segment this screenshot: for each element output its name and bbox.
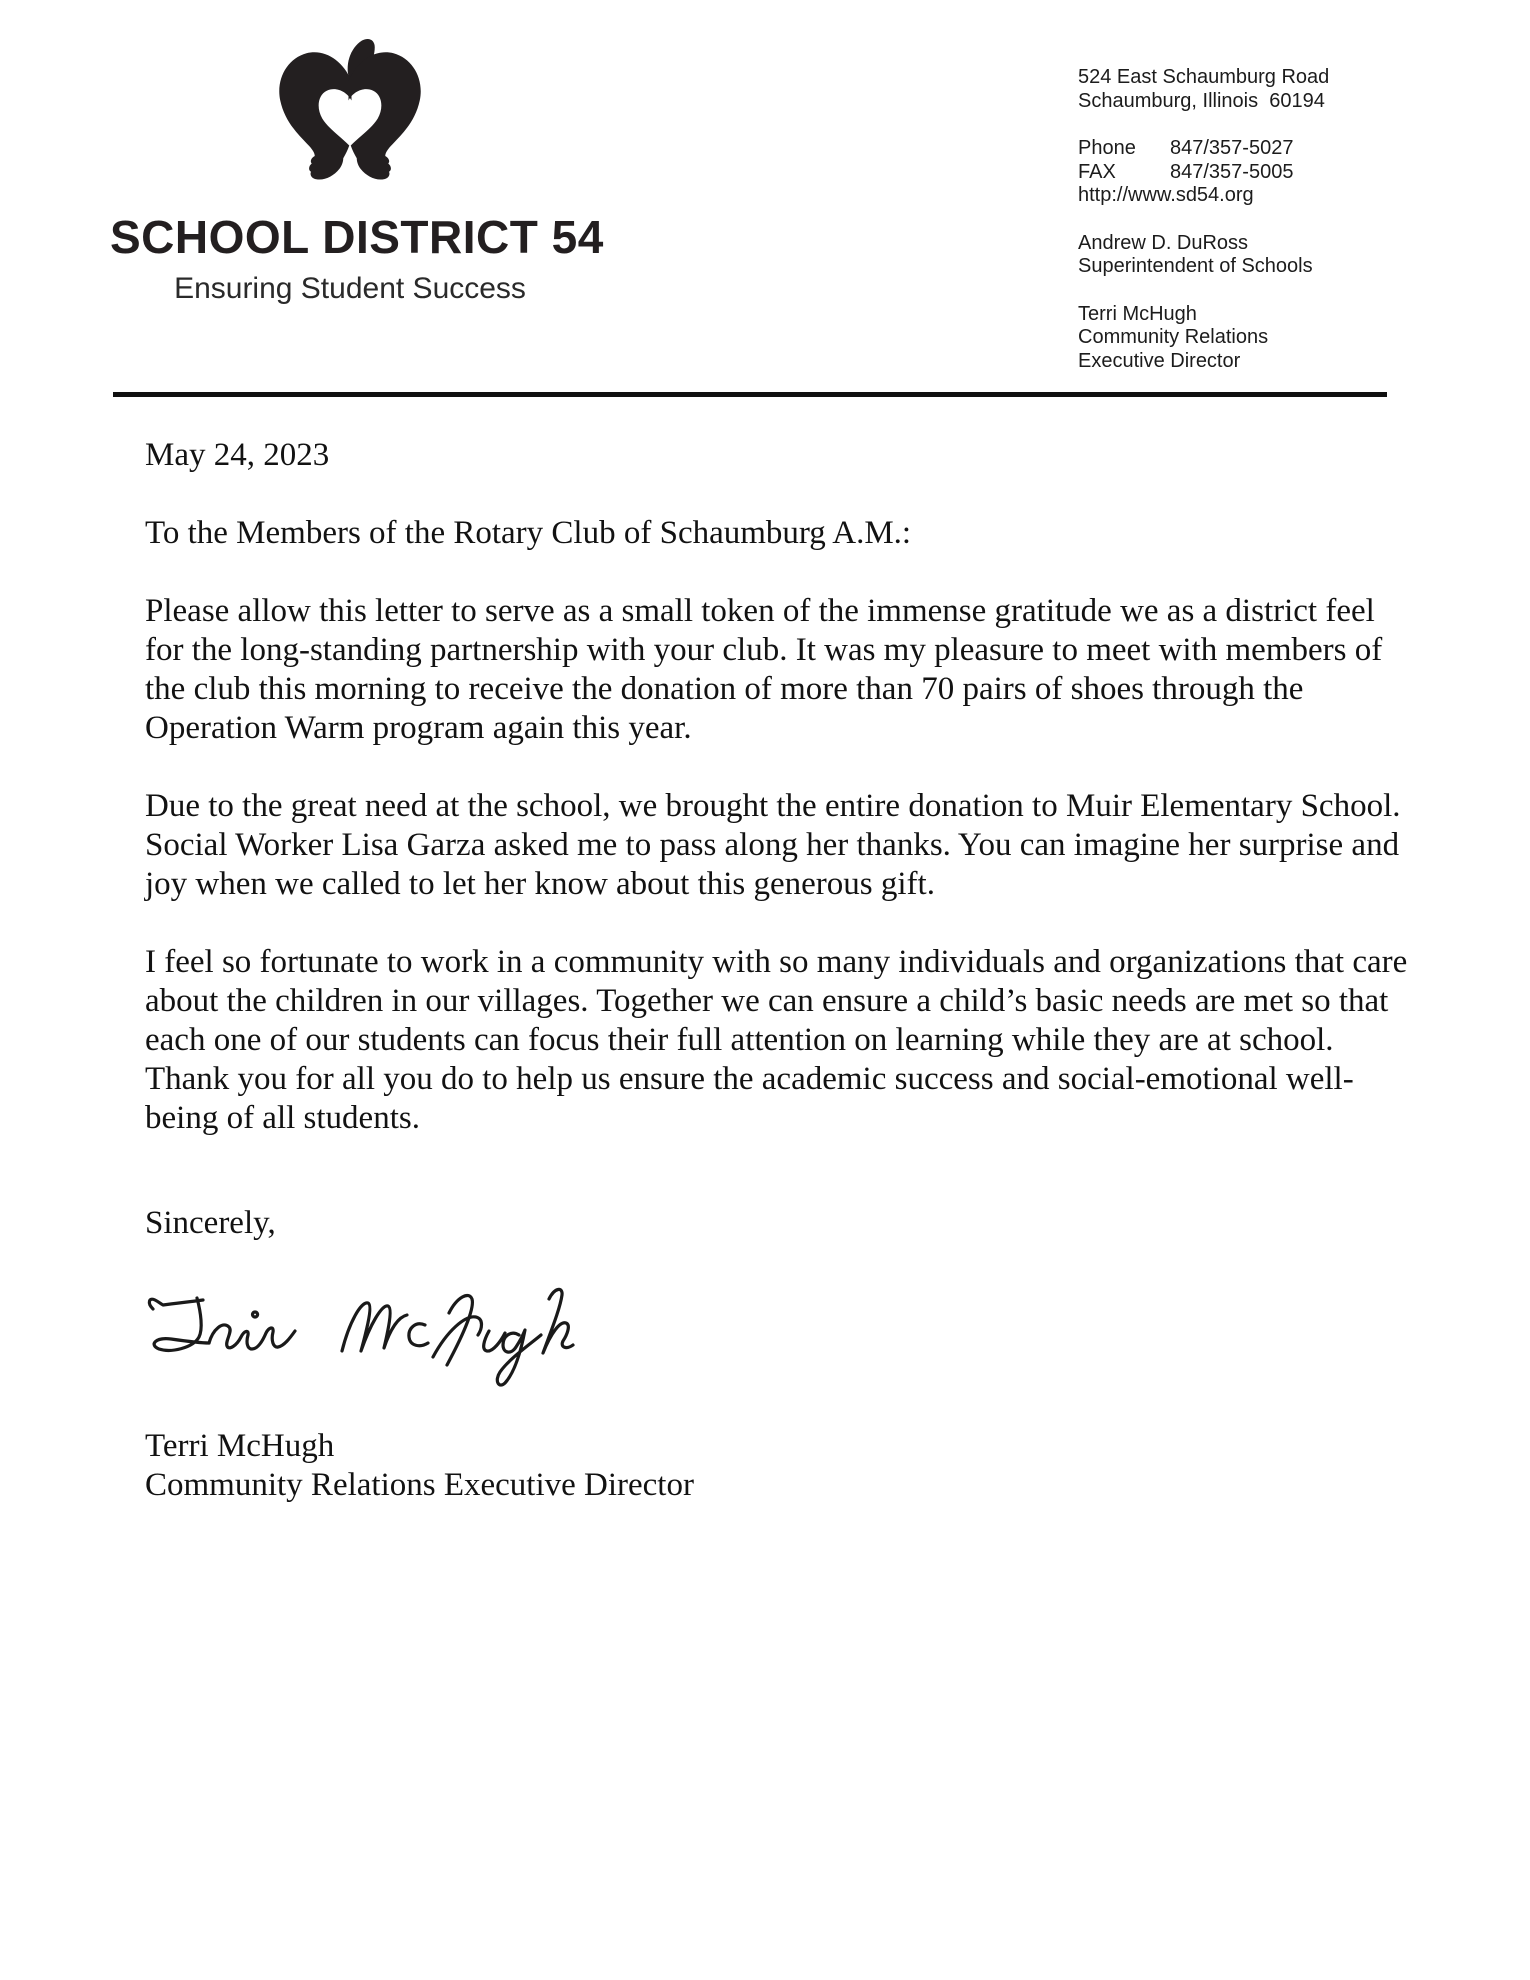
fax-row	[1078, 161, 1329, 185]
website-url: http://www.sd54.org	[1078, 184, 1254, 206]
phone-row	[1078, 137, 1329, 161]
paragraph-2: Due to the great need at the school, we brought the entire donation to Muir Elementary School. Social Worker Lisa Garza asked me to pass along her thanks. You can imagine her surprise and joy when we called to let her know about this generous gift.	[145, 788, 1401, 902]
contact-block	[1078, 66, 1329, 397]
superintendent-title: Superintendent of Schools	[1078, 255, 1313, 277]
superintendent-name: Andrew D. DuRoss	[1078, 231, 1249, 254]
phone-number: 847/357-5027	[1170, 137, 1294, 159]
paragraph-3: I feel so fortunate to work in a community with so many individuals and organizations that care about the children in our villages. Together we can ensure a child’s basic needs are met so that each one of our students can focus their full attention on learning while they are at school. Thank you for all you do to help us ensure the academic success and social-emotional well-being of all students.	[145, 944, 1408, 1136]
salutation: To the Members of the Rotary Club of Schaumburg A.M.:	[145, 515, 912, 551]
community-relations-block	[1078, 303, 1329, 374]
closing: Sincerely,	[145, 1205, 276, 1241]
org-tagline: Ensuring Student Success	[174, 272, 526, 305]
address-block	[1078, 66, 1329, 113]
address-line-2: Schaumburg, Illinois 60194	[1078, 89, 1325, 112]
district-logo-block	[110, 36, 604, 306]
contact-title-line-1: Community Relations	[1078, 326, 1269, 348]
contact-name: Terri McHugh	[1078, 302, 1197, 325]
signer-name: Terri McHugh	[145, 1428, 335, 1464]
paragraph-1: Please allow this letter to serve as a small token of the immense gratitude we as a district feel for the long-standing partnership with your club. It was my pleasure to meet with members of the club this morning to receive the donation of more than 70 pairs of shoes through the Operation Warm program again this year.	[145, 593, 1383, 746]
apple-heart-faces-logo-icon	[275, 36, 425, 198]
contact-title-line-2: Executive Director	[1078, 349, 1241, 372]
phone-label: Phone	[1078, 137, 1136, 159]
fax-number: 847/357-5005	[1170, 160, 1294, 183]
letter-body	[145, 436, 1417, 1505]
fax-label: FAX	[1078, 160, 1116, 183]
superintendent-block	[1078, 232, 1329, 279]
phone-block	[1078, 137, 1329, 208]
org-name: SCHOOL DISTRICT 54	[110, 211, 604, 263]
letterhead-divider	[113, 392, 1387, 397]
letter-date: May 24, 2023	[145, 437, 330, 473]
handwritten-signature-icon	[137, 1273, 582, 1411]
address-line-1: 524 East Schaumburg Road	[1078, 66, 1330, 88]
signer-title: Community Relations Executive Director	[145, 1467, 694, 1503]
